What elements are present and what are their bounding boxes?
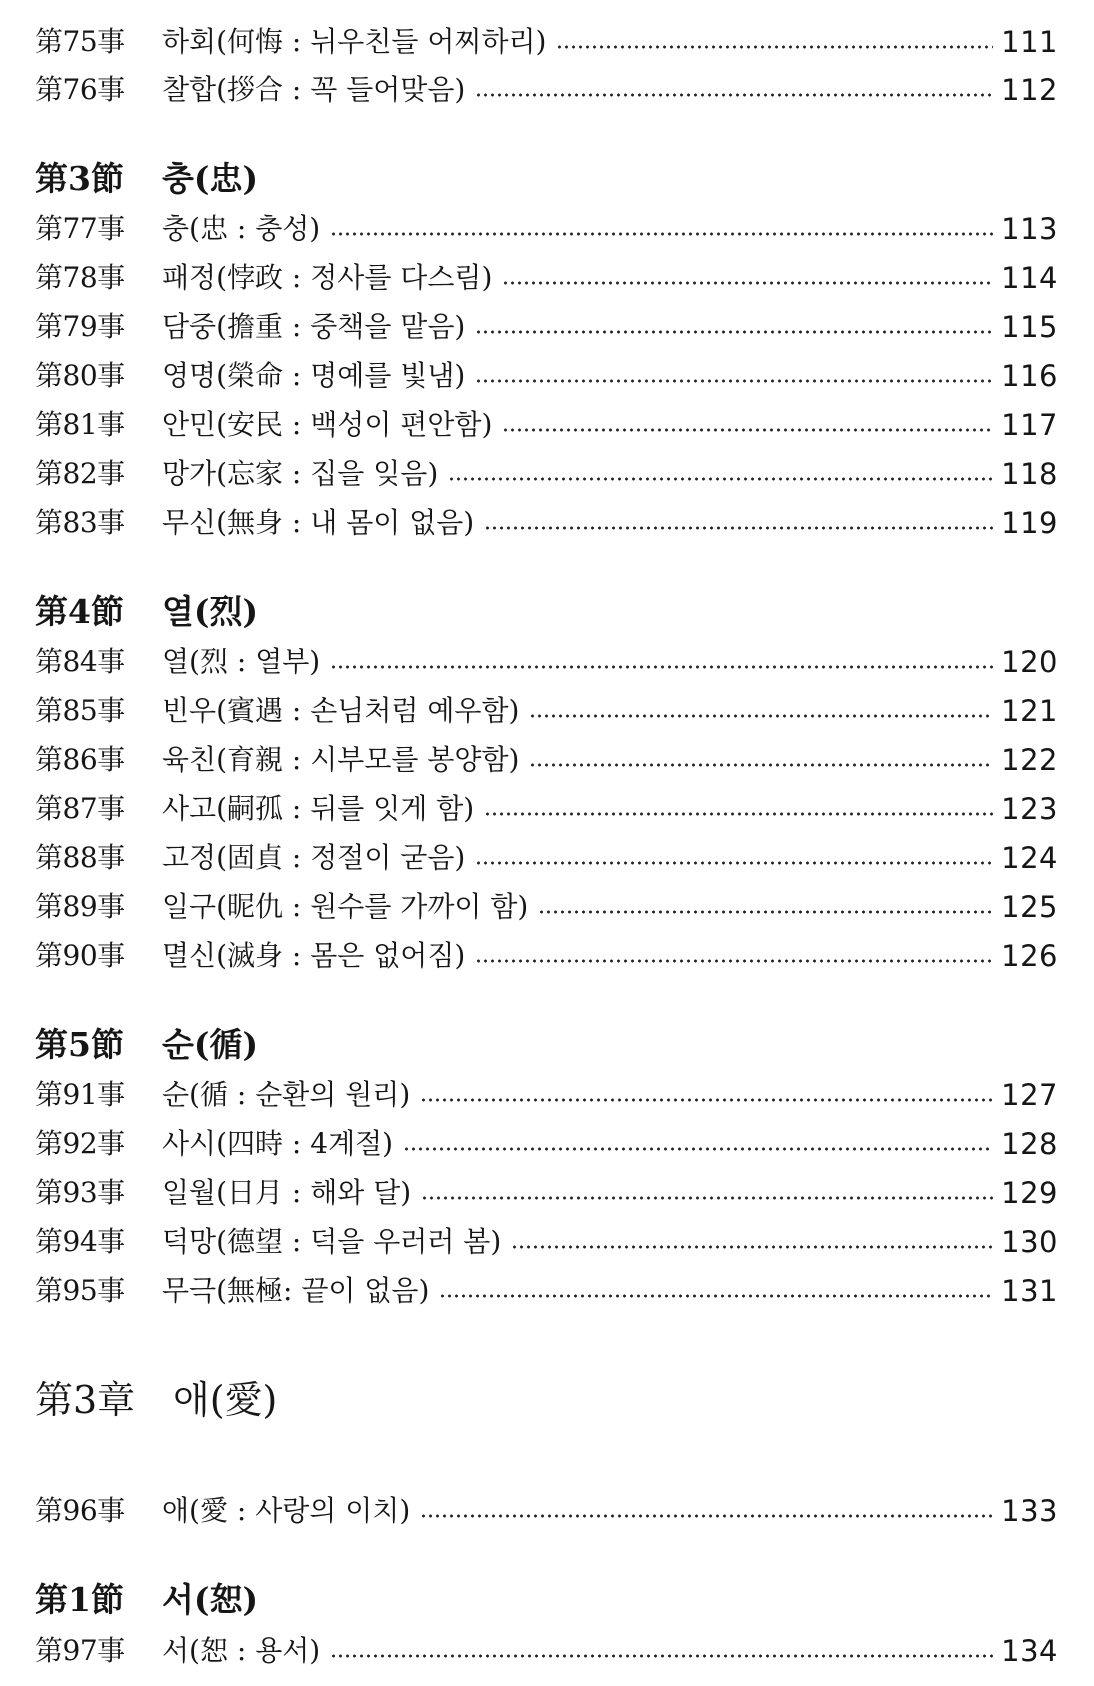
dot-leader: [421, 1173, 993, 1213]
page-number: 123: [1001, 792, 1058, 826]
section-number: 第3節: [35, 158, 124, 198]
entry-title: 일구(昵仇 : 원수를 가까이 함): [162, 890, 529, 923]
toc-entry: [35, 454, 1058, 494]
dot-leader: [475, 70, 993, 110]
entry-title: 사고(嗣孤 : 뒤를 잇게 함): [162, 792, 475, 825]
page-number: 113: [1001, 212, 1058, 246]
dot-leader: [330, 642, 993, 682]
dot-leader: [420, 1075, 993, 1115]
page-number: 133: [1001, 1494, 1058, 1528]
page-number: 131: [1001, 1274, 1058, 1308]
entry-number: 第78事: [35, 261, 125, 294]
toc-entry: [35, 691, 1058, 731]
entry-title: 사시(四時 : 4계절): [162, 1127, 394, 1160]
toc-entry: [35, 209, 1058, 249]
page-number: 126: [1001, 939, 1058, 973]
entry-title: 충(忠 : 충성): [162, 212, 321, 245]
dot-leader: [484, 503, 993, 543]
toc-entry: [35, 70, 1058, 110]
toc-entry: [35, 789, 1058, 829]
toc-entry: [35, 740, 1058, 780]
page-number: 115: [1001, 310, 1058, 344]
page-number: 117: [1001, 408, 1058, 442]
entry-title: 서(恕 : 용서): [162, 1634, 321, 1667]
toc-entry: [35, 258, 1058, 298]
toc-entry: [35, 887, 1058, 927]
toc-entry: [35, 405, 1058, 445]
page-number: 111: [1001, 25, 1058, 59]
page-number: 127: [1001, 1078, 1058, 1112]
page-number: 112: [1001, 73, 1058, 107]
entry-number: 第86事: [35, 743, 125, 776]
toc-entry: [35, 1271, 1058, 1311]
section-title: 순(循): [162, 1024, 259, 1064]
entry-number: 第97事: [35, 1634, 125, 1667]
dot-leader: [511, 1222, 993, 1262]
entry-title: 무극(無極: 끝이 없음): [162, 1274, 430, 1307]
entry-number: 第90事: [35, 939, 125, 972]
entry-number: 第91事: [35, 1078, 125, 1111]
entry-number: 第79事: [35, 310, 125, 343]
entry-title: 영명(榮命 : 명예를 빛냄): [162, 359, 466, 392]
toc-entry: [35, 642, 1058, 682]
entry-title: 안민(安民 : 백성이 편안함): [162, 408, 493, 441]
dot-leader: [475, 936, 993, 976]
dot-leader: [330, 1631, 993, 1671]
entry-number: 第92事: [35, 1127, 125, 1160]
entry-title: 빈우(賓遇 : 손님처럼 예우함): [162, 694, 520, 727]
entry-number: 第94事: [35, 1225, 125, 1258]
toc-entry: [35, 307, 1058, 347]
chapter-heading: [35, 1370, 277, 1422]
page-number: 129: [1001, 1176, 1058, 1210]
entry-title: 일월(日月 : 해와 달): [162, 1176, 412, 1209]
entry-title: 망가(忘家 : 집을 잊음): [162, 457, 439, 490]
page-number: 114: [1001, 261, 1058, 295]
toc-entry: [35, 1631, 1058, 1671]
section-title: 충(忠): [162, 158, 259, 198]
entry-number: 第80事: [35, 359, 125, 392]
page-number: 121: [1001, 694, 1058, 728]
section-heading: [35, 152, 258, 200]
entry-number: 第83事: [35, 506, 125, 539]
section-heading: [35, 585, 258, 633]
entry-number: 第87事: [35, 792, 125, 825]
page-number: 125: [1001, 890, 1058, 924]
dot-leader: [529, 691, 993, 731]
toc-entry: [35, 22, 1058, 62]
section-heading: [35, 1018, 258, 1066]
dot-leader: [403, 1124, 993, 1164]
chapter-title: 애(愛): [173, 1377, 278, 1422]
dot-leader: [330, 209, 993, 249]
page-number: 116: [1001, 359, 1058, 393]
dot-leader: [502, 258, 993, 298]
page-number: 130: [1001, 1225, 1058, 1259]
entry-number: 第93事: [35, 1176, 125, 1209]
entry-title: 열(烈 : 열부): [162, 645, 321, 678]
entry-title: 무신(無身 : 내 몸이 없음): [162, 506, 475, 539]
entry-title: 고정(固貞 : 정절이 굳음): [162, 841, 466, 874]
page-number: 124: [1001, 841, 1058, 875]
dot-leader: [538, 887, 993, 927]
section-title: 열(烈): [162, 591, 259, 631]
entry-title: 덕망(德望 : 덕을 우러러 봄): [162, 1225, 502, 1258]
dot-leader: [484, 789, 993, 829]
section-number: 第5節: [35, 1024, 124, 1064]
section-heading: [35, 1573, 258, 1621]
dot-leader: [475, 307, 993, 347]
entry-title: 찰합(拶合 : 꼭 들어맞음): [162, 73, 466, 106]
entry-number: 第95事: [35, 1274, 125, 1307]
dot-leader: [502, 405, 993, 445]
entry-number: 第96事: [35, 1494, 125, 1527]
toc-entry: [35, 1173, 1058, 1213]
section-number: 第1節: [35, 1579, 124, 1619]
toc-entry: [35, 1075, 1058, 1115]
entry-number: 第81事: [35, 408, 125, 441]
page-number: 120: [1001, 645, 1058, 679]
page-number: 128: [1001, 1127, 1058, 1161]
section-title: 서(恕): [162, 1579, 259, 1619]
toc-entry: [35, 356, 1058, 396]
dot-leader: [556, 22, 993, 62]
entry-title: 애(愛 : 사랑의 이치): [162, 1494, 411, 1527]
entry-number: 第89事: [35, 890, 125, 923]
entry-title: 멸신(滅身 : 몸은 없어짐): [162, 939, 466, 972]
section-number: 第4節: [35, 591, 124, 631]
page-number: 119: [1001, 506, 1058, 540]
entry-number: 第76事: [35, 73, 125, 106]
toc-entry: [35, 838, 1058, 878]
entry-title: 담중(擔重 : 중책을 맡음): [162, 310, 466, 343]
dot-leader: [439, 1271, 993, 1311]
toc-entry: [35, 936, 1058, 976]
dot-leader: [448, 454, 993, 494]
dot-leader: [529, 740, 993, 780]
entry-number: 第84事: [35, 645, 125, 678]
dot-leader: [475, 356, 993, 396]
entry-number: 第82事: [35, 457, 125, 490]
toc-entry: [35, 503, 1058, 543]
dot-leader: [420, 1491, 993, 1531]
entry-number: 第88事: [35, 841, 125, 874]
entry-number: 第85事: [35, 694, 125, 727]
entry-title: 패정(悖政 : 정사를 다스림): [162, 261, 493, 294]
dot-leader: [475, 838, 993, 878]
entry-title: 하회(何悔 : 뉘우친들 어찌하리): [162, 25, 547, 58]
entry-title: 순(循 : 순환의 원리): [162, 1078, 411, 1111]
toc-entry: [35, 1124, 1058, 1164]
entry-number: 第75事: [35, 25, 125, 58]
page-number: 134: [1001, 1634, 1058, 1668]
toc-entry: [35, 1222, 1058, 1262]
entry-title: 육친(育親 : 시부모를 봉양함): [162, 743, 520, 776]
chapter-number: 第3章: [35, 1377, 136, 1422]
entry-number: 第77事: [35, 212, 125, 245]
page-number: 118: [1001, 457, 1058, 491]
toc-entry: [35, 1491, 1058, 1531]
page-number: 122: [1001, 743, 1058, 777]
